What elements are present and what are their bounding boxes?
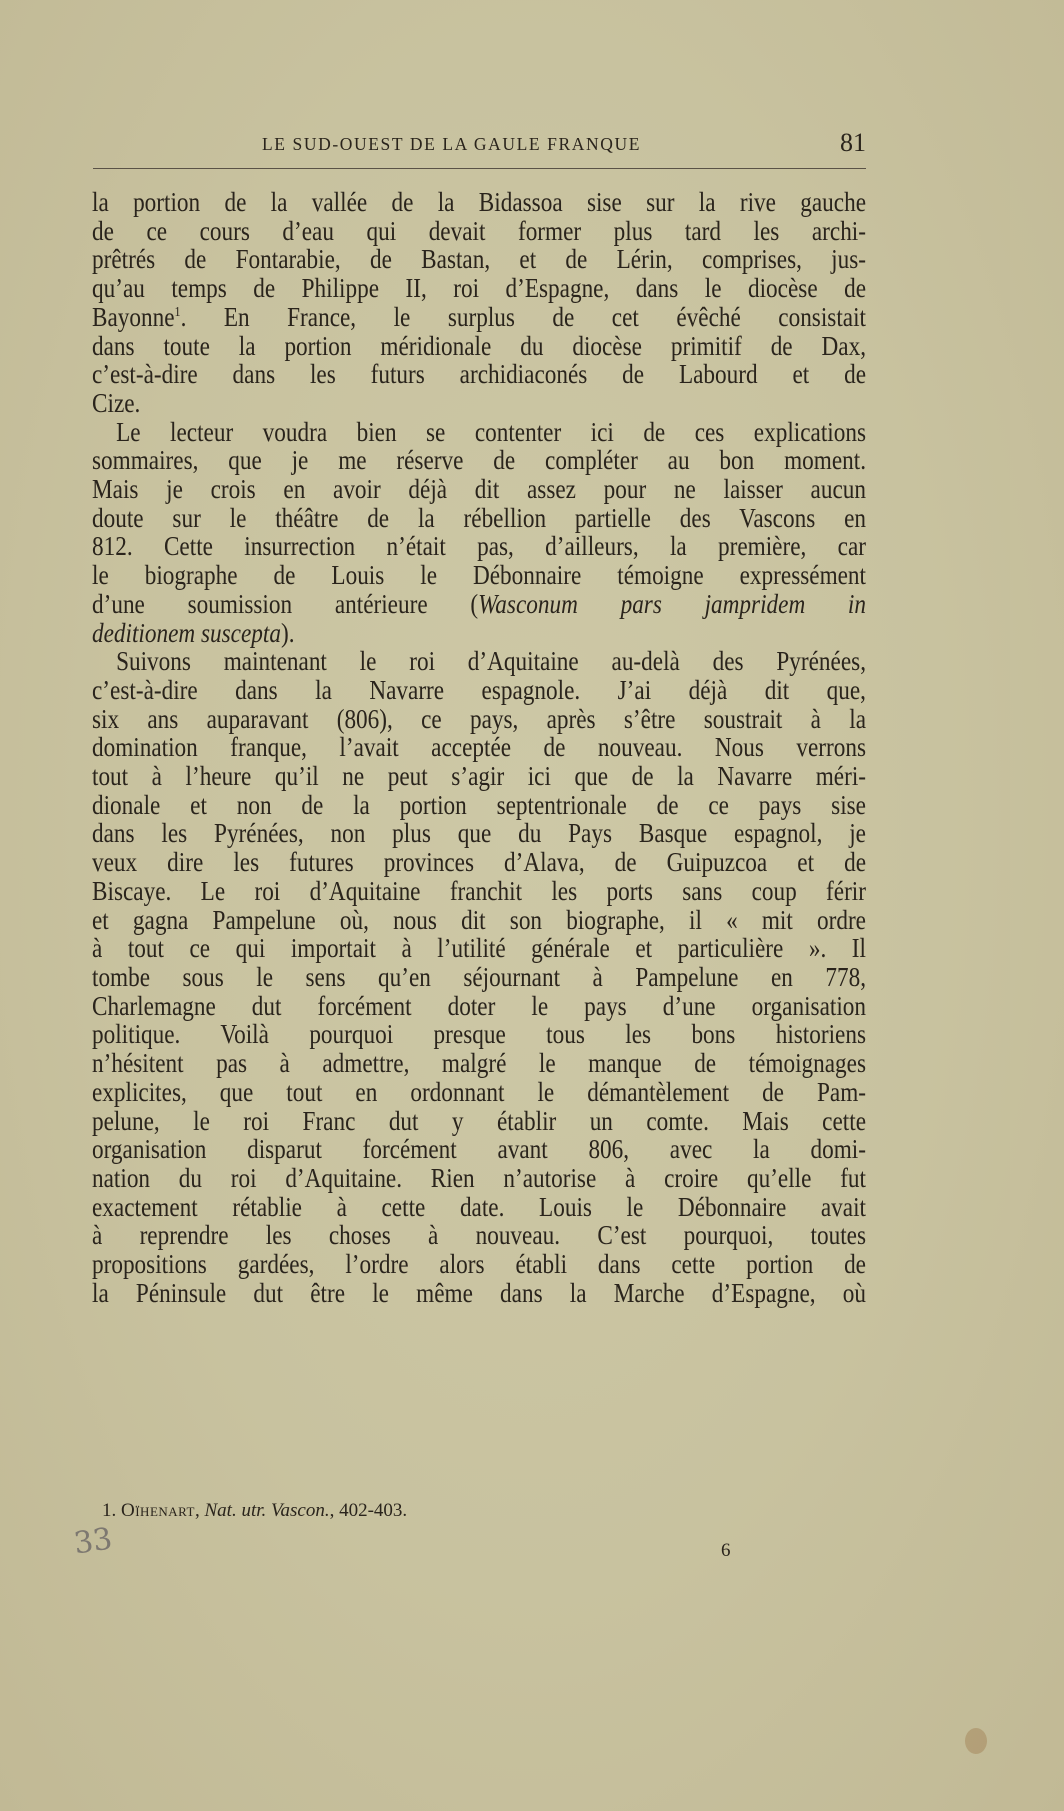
text-line: la Péninsule dut être le même dans la Marche d’Espagne, où	[92, 1277, 866, 1308]
body-text	[92, 188, 866, 1307]
text-line: Mais je crois en avoir déjà dit assez pour ne laisser aucun	[92, 474, 866, 505]
text-line: prêtrés de Fontarabie, de Bastan, et de Lérin, comprises, jus-	[92, 244, 866, 275]
text-line: Biscaye. Le roi d’Aquitaine franchit les ports sans coup férir	[92, 875, 866, 906]
text-line: sommaires, que je me réserve de compléter au bon moment.	[92, 445, 866, 476]
paragraph-3	[92, 647, 866, 1307]
text-line: veux dire les futures provinces d’Alava, de Guipuzcoa et de	[92, 847, 866, 878]
text-line: et gagna Pampelune où, nous dit son biographe, il « mit ordre	[92, 904, 866, 935]
text-line: explicites, que tout en ordonnant le démantèlement de Pam-	[92, 1076, 866, 1107]
text-line: tombe sous le sens qu’en séjournant à Pampelune en 778,	[92, 961, 866, 992]
text-line: à reprendre les choses à nouveau. C’est pourquoi, toutes	[92, 1220, 866, 1251]
paragraph-2	[92, 418, 866, 648]
text-line: doute sur le théâtre de la rébellion partielle des Vascons en	[92, 502, 866, 533]
text-line: exactement rétablie à cette date. Louis le Débonnaire avait	[92, 1191, 866, 1222]
text-line: dionale et non de la portion septentrionale de ce pays sise	[92, 789, 866, 820]
text-line: organisation disparut forcément avant 806, avec la domi-	[92, 1134, 866, 1165]
text-line: 812. Cette insurrection n’était pas, d’ailleurs, la première, car	[92, 531, 866, 562]
text-line: n’hésitent pas à admettre, malgré le manque de témoignages	[92, 1048, 866, 1079]
text-line: pelune, le roi Franc dut y établir un comte. Mais cette	[92, 1105, 866, 1136]
text-line: dans toute la portion méridionale du diocèse primitif de Dax,	[92, 330, 866, 361]
footnote-author: Oïhenart	[121, 1500, 195, 1521]
text-line	[92, 590, 866, 619]
footnote-title: Nat. utr. Vascon.	[204, 1500, 330, 1521]
text-line: de ce cours d’eau qui devait former plus tard les archi-	[92, 215, 866, 246]
footnote-sep: ,	[195, 1500, 205, 1521]
text-line: tout à l’heure qu’il ne peut s’agir ici que de la Navarre méri-	[92, 761, 866, 792]
text-fragment: Bayonne	[92, 301, 175, 332]
footnote	[102, 1500, 407, 1522]
text-fragment: . En France, le surplus de cet évêché consistait	[180, 301, 867, 332]
handwritten-pencil-mark: 33	[71, 1521, 115, 1562]
text-line: politique. Voilà pourquoi presque tous les bons historiens	[92, 1019, 866, 1050]
running-title: LE SUD-OUEST DE LA GAULE FRANQUE	[262, 134, 641, 154]
text-line: six ans auparavant (806), ce pays, après s’être soustrait à la	[92, 703, 866, 734]
text-line: nation du roi d’Aquitaine. Rien n’autorise à croire qu’elle fut	[92, 1162, 866, 1193]
text-line: Cize.	[92, 387, 141, 418]
text-line: Le lecteur voudra bien se contenter ici de ces explications	[116, 416, 866, 447]
text-fragment: ).	[280, 617, 295, 648]
text-line: Suivons maintenant le roi d’Aquitaine au-delà des Pyrénées,	[116, 646, 866, 677]
paragraph-1	[92, 188, 866, 418]
text-line: dans les Pyrénées, non plus que du Pays Basque espagnol, je	[92, 818, 866, 849]
page-number: 81	[840, 128, 866, 157]
text-line: c’est-à-dire dans les futurs archidiaconés de Labourd et de	[92, 359, 866, 390]
text-line	[92, 303, 866, 332]
text-line: domination franque, l’avait acceptée de nouveau. Nous verrons	[92, 732, 866, 763]
text-line: la portion de la vallée de la Bidassoa sise sur la rive gauche	[92, 187, 866, 217]
latin-quote: Wasconum pars jampridem in	[478, 588, 866, 619]
text-line: c’est-à-dire dans la Navarre espagnole. J’ai déjà dit que,	[92, 674, 866, 705]
text-line: Charlemagne dut forcément doter le pays d’une organisation	[92, 990, 866, 1021]
latin-quote: deditionem suscepta	[92, 617, 281, 648]
footnote-pages: , 402-403.	[329, 1500, 408, 1521]
footnote-reference[interactable]: 1	[174, 304, 181, 320]
footnote-number: 1.	[102, 1500, 117, 1521]
text-line: propositions gardées, l’ordre alors établi dans cette portion de	[92, 1249, 866, 1280]
text-line	[92, 619, 866, 648]
header-rule	[93, 168, 866, 169]
signature-mark: 6	[721, 1540, 731, 1561]
text-line: à tout ce qui importait à l’utilité générale et particulière ». Il	[92, 933, 866, 964]
text-line: le biographe de Louis le Débonnaire témoigne expressément	[92, 560, 866, 591]
running-head	[262, 128, 866, 158]
text-fragment: d’une soumission antérieure (	[92, 588, 479, 619]
paper-stain	[965, 1728, 987, 1754]
text-line: qu’au temps de Philippe II, roi d’Espagne, dans le diocèse de	[92, 273, 866, 304]
